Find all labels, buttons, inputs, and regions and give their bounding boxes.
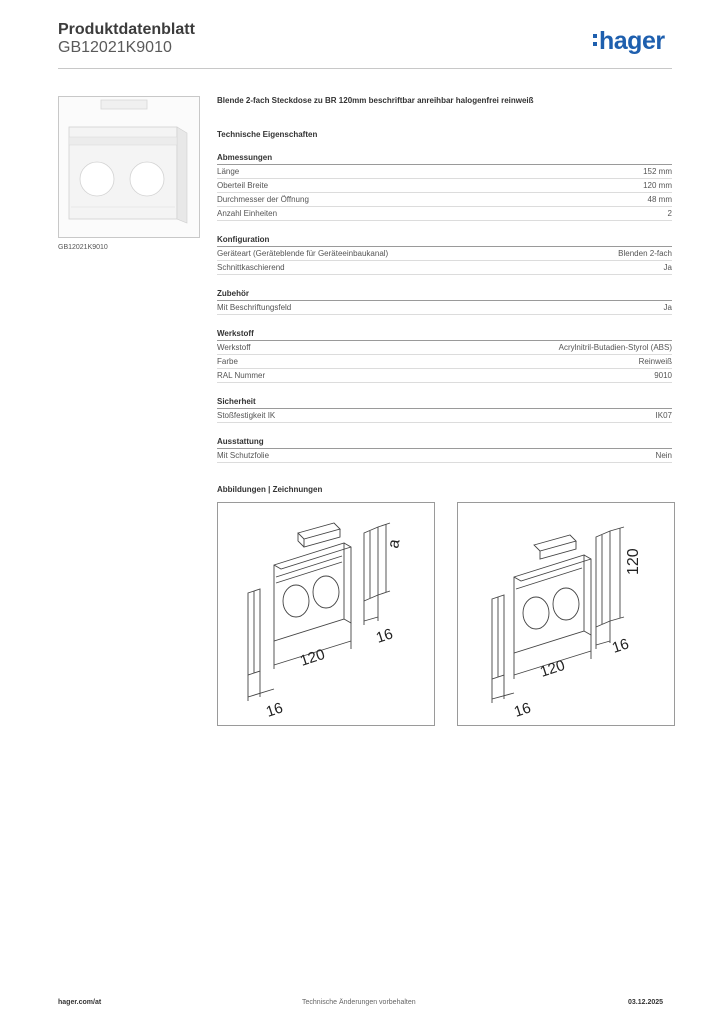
section-ausstattung <box>217 437 672 463</box>
section-sicherheit <box>217 397 672 423</box>
table-row <box>217 369 672 383</box>
table-row <box>217 165 672 179</box>
section-title: Abmessungen <box>217 153 672 165</box>
product-illustration-icon <box>59 97 199 237</box>
product-image <box>58 96 200 238</box>
header-divider <box>58 68 672 69</box>
row-label: Länge <box>217 167 240 176</box>
figures-heading: Abbildungen | Zeichnungen <box>217 485 323 494</box>
dim-16-right-label: 16 <box>373 625 396 647</box>
table-row <box>217 341 672 355</box>
hager-logo <box>593 27 665 56</box>
row-value: Blenden 2-fach <box>618 249 672 258</box>
product-image-caption: GB12021K9010 <box>58 244 108 251</box>
row-label: RAL Nummer <box>217 371 266 380</box>
drawing-1 <box>217 502 435 726</box>
row-label: Geräteart (Geräteblende für Geräteeinbaukanal) <box>217 249 389 258</box>
row-label: Anzahl Einheiten <box>217 209 278 218</box>
row-label: Mit Schutzfolie <box>217 451 270 460</box>
footer-website: hager.com/at <box>58 999 102 1006</box>
dim-16-right-label: 16 <box>609 635 632 657</box>
table-row <box>217 355 672 369</box>
dim-16-left-label: 16 <box>511 699 534 721</box>
product-description: Blende 2-fach Steckdose zu BR 120mm beschriftbar anreihbar halogenfrei reinweiß <box>217 96 534 105</box>
section-title: Werkstoff <box>217 329 672 341</box>
row-value: Ja <box>663 263 672 272</box>
table-row <box>217 449 672 463</box>
section-werkstoff <box>217 329 672 383</box>
logo-dots-icon <box>593 34 597 50</box>
technical-drawing-icon <box>218 503 436 727</box>
footer-note: Technische Änderungen vorbehalten <box>302 999 416 1006</box>
section-zubehoer <box>217 289 672 315</box>
row-value: Reinweiß <box>638 357 672 366</box>
dim-120-label: 120 <box>537 656 568 681</box>
dim-120-height-label: 120 <box>625 548 642 575</box>
section-title: Zubehör <box>217 289 672 301</box>
dim-a-label: a <box>385 537 404 550</box>
content-column <box>217 96 672 494</box>
table-row <box>217 193 672 207</box>
row-value: Ja <box>663 303 672 312</box>
dim-120-label: 120 <box>297 645 328 670</box>
row-label: Werkstoff <box>217 343 251 352</box>
table-row <box>217 247 672 261</box>
row-label: Oberteil Breite <box>217 181 269 190</box>
row-value: 48 mm <box>647 195 672 204</box>
logo-text: hager <box>599 27 665 55</box>
technical-drawing-icon <box>458 503 676 727</box>
table-row <box>217 207 672 221</box>
row-value: 9010 <box>654 371 672 380</box>
row-value: Nein <box>655 451 672 460</box>
row-value: 120 mm <box>643 181 672 190</box>
row-label: Durchmesser der Öffnung <box>217 195 309 204</box>
dim-16-left-label: 16 <box>263 699 286 721</box>
section-title: Ausstattung <box>217 437 672 449</box>
table-row <box>217 409 672 423</box>
section-title: Sicherheit <box>217 397 672 409</box>
product-code: GB12021K9010 <box>58 39 172 56</box>
row-value: 152 mm <box>643 167 672 176</box>
section-abmessungen <box>217 153 672 221</box>
row-label: Farbe <box>217 357 238 366</box>
row-label: Mit Beschriftungsfeld <box>217 303 292 312</box>
table-row <box>217 301 672 315</box>
properties-heading: Technische Eigenschaften <box>217 130 318 139</box>
row-value: IK07 <box>655 411 672 420</box>
row-label: Stoßfestigkeit IK <box>217 411 276 420</box>
section-title: Konfiguration <box>217 235 672 247</box>
section-konfiguration <box>217 235 672 275</box>
table-row <box>217 261 672 275</box>
row-value: Acrylnitril-Butadien-Styrol (ABS) <box>558 343 672 352</box>
drawing-2 <box>457 502 675 726</box>
footer-date: 03.12.2025 <box>628 999 664 1006</box>
table-row <box>217 179 672 193</box>
row-value: 2 <box>667 209 672 218</box>
row-label: Schnittkaschierend <box>217 263 285 272</box>
page-title: Produktdatenblatt <box>58 21 195 38</box>
